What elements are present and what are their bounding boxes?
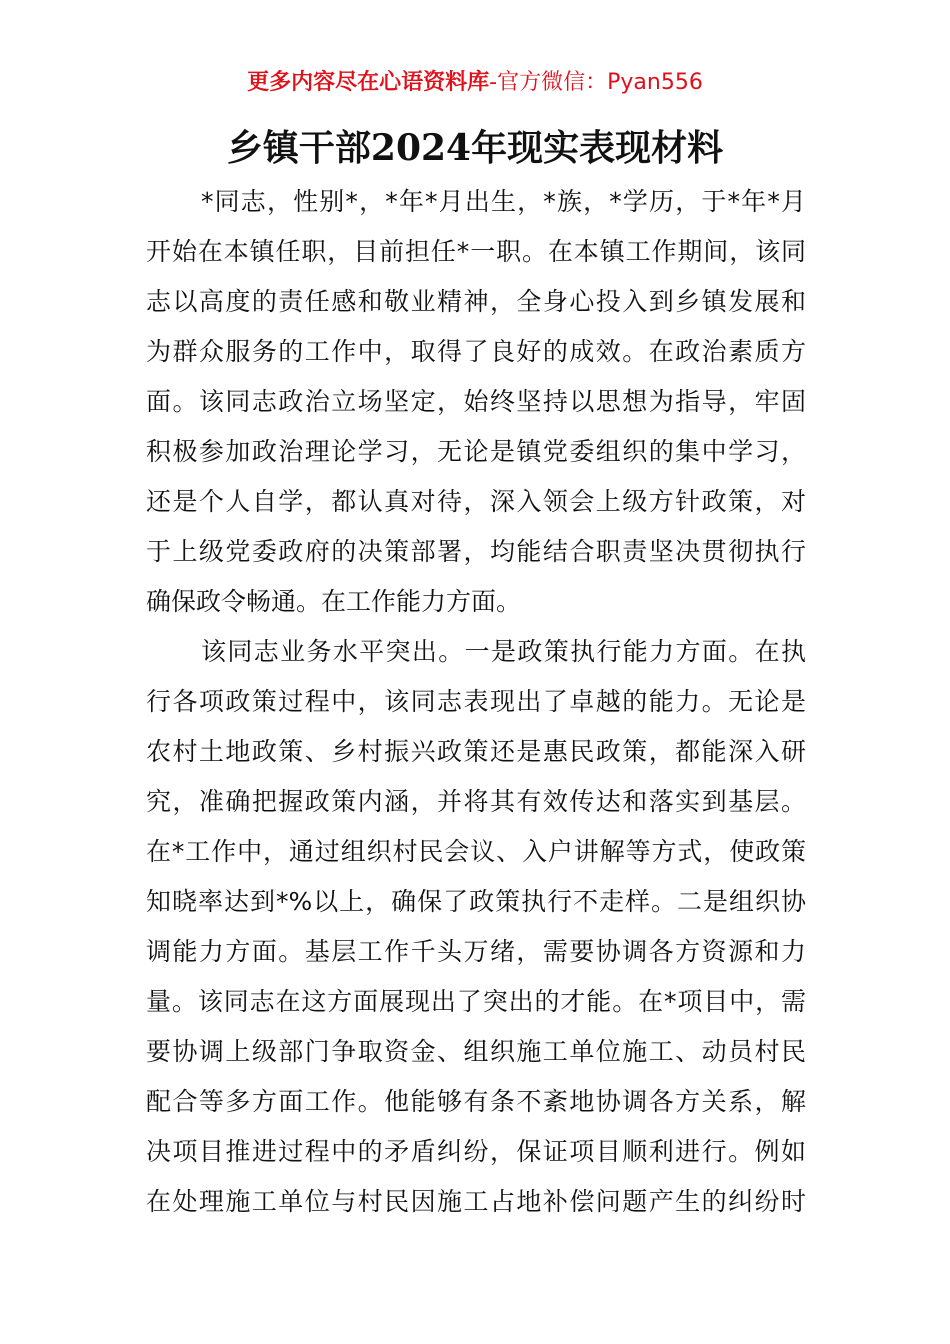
- banner-library-text: 更多内容尽在心语资料库: [247, 69, 490, 95]
- text-line: 确保政令畅通。在工作能力方面。: [146, 587, 522, 616]
- text-line: 为群众服务的工作中，取得了良好的成效。在政治素质方: [146, 337, 806, 366]
- text-line: 在*工作中，通过组织村民会议、入户讲解等方式，使政策: [146, 837, 806, 866]
- text-line: *同志，性别*，*年*月出生，*族，*学历，于*年*月: [201, 187, 806, 216]
- text-line: 面。该同志政治立场坚定，始终坚持以思想为指导，牢固: [146, 387, 806, 416]
- text-line: 该同志业务水平突出。一是政策执行能力方面。在执: [201, 637, 806, 666]
- banner-wechat-text: -官方微信：Pyan556: [489, 70, 703, 95]
- text-line: 决项目推进过程中的矛盾纠纷，保证项目顺利进行。例如: [146, 1137, 806, 1166]
- paragraph-2: [146, 627, 806, 1227]
- text-line: 在处理施工单位与村民因施工占地补偿问题产生的纠纷时: [146, 1187, 806, 1216]
- text-line: 调能力方面。基层工作千头万绪，需要协调各方资源和力: [146, 937, 806, 966]
- text-line: 要协调上级部门争取资金、组织施工单位施工、动员村民: [146, 1037, 806, 1066]
- text-line: 知晓率达到*%以上，确保了政策执行不走样。二是组织协: [146, 887, 806, 916]
- document-body: [146, 177, 806, 1227]
- text-line: 行各项政策过程中，该同志表现出了卓越的能力。无论是: [146, 687, 806, 716]
- paragraph-1: [146, 177, 806, 627]
- text-line: 配合等多方面工作。他能够有条不紊地协调各方关系，解: [146, 1087, 806, 1116]
- document-title: 乡镇干部2024年现实表现材料: [226, 127, 724, 169]
- text-line: 农村土地政策、乡村振兴政策还是惠民政策，都能深入研: [146, 737, 806, 766]
- text-line: 于上级党委政府的决策部署，均能结合职责坚决贯彻执行: [146, 537, 806, 566]
- text-line: 量。该同志在这方面展现出了突出的才能。在*项目中，需: [146, 987, 806, 1016]
- text-line: 志以高度的责任感和敬业精神，全身心投入到乡镇发展和: [146, 287, 806, 316]
- text-line: 究，准确把握政策内涵，并将其有效传达和落实到基层。: [146, 787, 806, 816]
- text-line: 积极参加政治理论学习，无论是镇党委组织的集中学习，: [146, 437, 806, 466]
- text-line: 还是个人自学，都认真对待，深入领会上级方针政策，对: [146, 487, 806, 516]
- text-line: 开始在本镇任职，目前担任*一职。在本镇工作期间，该同: [146, 237, 806, 266]
- promo-banner: [0, 66, 950, 99]
